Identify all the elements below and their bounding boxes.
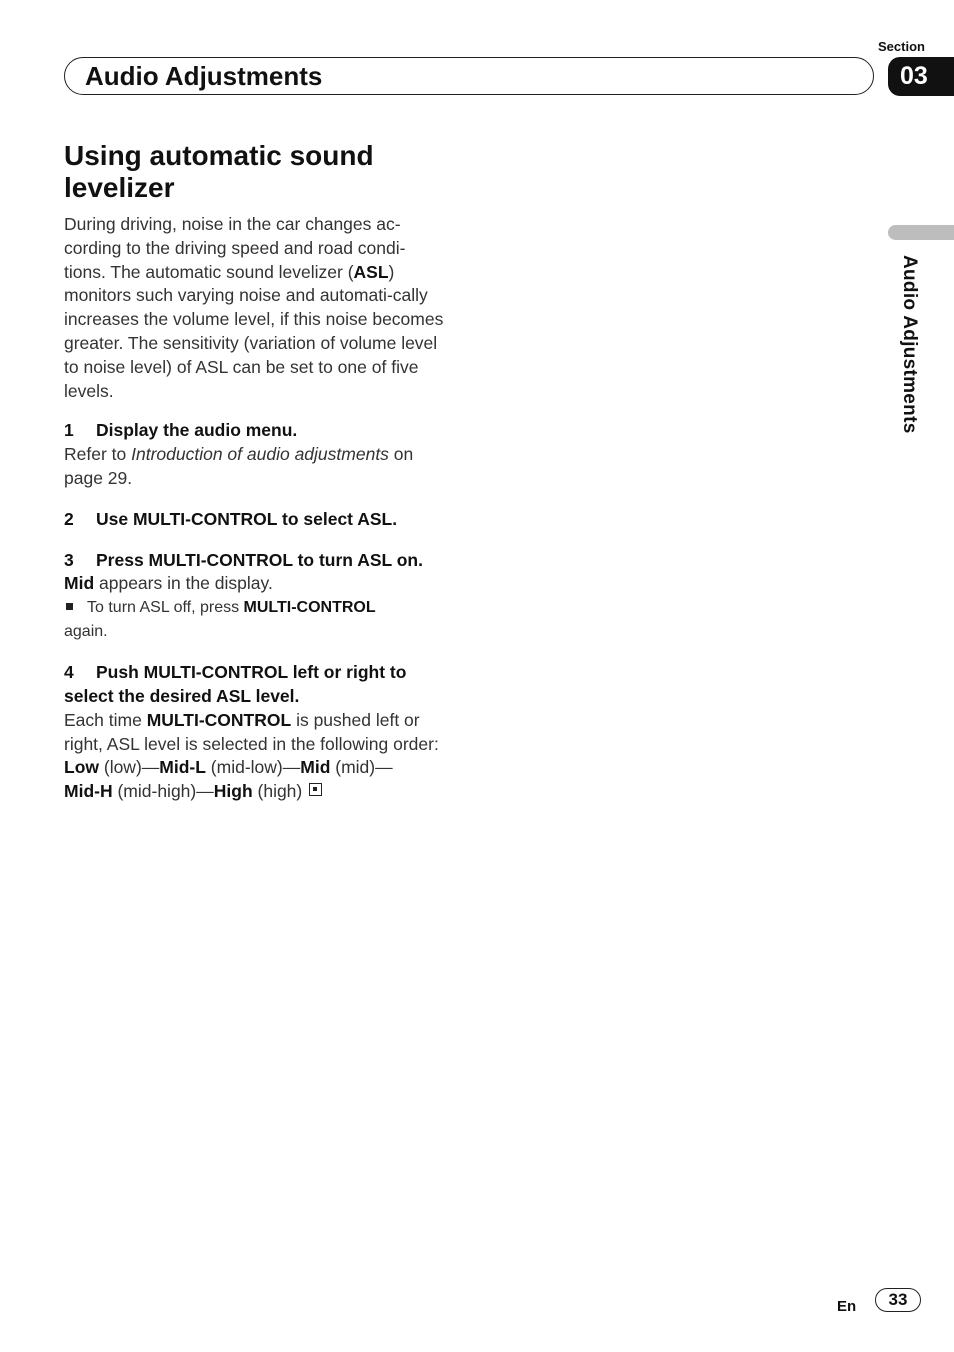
step-number: 2 [64, 508, 74, 529]
step-3-note [64, 596, 444, 644]
section-label: Section [878, 39, 925, 54]
article [64, 140, 444, 804]
step-body-text: is pushed left or right, ASL level is selected in the following order: [64, 709, 439, 754]
level-name: Mid-L [159, 757, 206, 778]
step-title: Use MULTI-CONTROL to select ASL. [96, 508, 398, 529]
section-number-badge: 03 [888, 57, 954, 96]
step-1-body [64, 443, 444, 491]
step-3 [64, 549, 444, 645]
level-name: Mid [300, 757, 331, 778]
step-3-body [64, 572, 444, 596]
intro-paragraph [64, 213, 444, 403]
note-text: To turn ASL off, press [87, 599, 244, 617]
intro-text-cont: ) monitors such varying noise and automati-cally increases the volume level, if this noise becomes greater. The sensitivity (variation of volume level to noise level) of ASL can be set to one of five levels. [64, 261, 444, 401]
step-body-text: Refer to [64, 444, 132, 465]
step-number: 1 [64, 420, 74, 441]
step-2 [64, 508, 444, 532]
step-body-text: appears in the display. [94, 573, 273, 594]
cross-reference-link: Introduction of audio adjustments [131, 444, 389, 465]
level-desc: (high) [252, 781, 303, 802]
note-control-name: MULTI-CONTROL [243, 599, 376, 617]
step-number: 3 [64, 549, 74, 570]
page-header [64, 57, 874, 95]
side-tab-marker [888, 225, 954, 240]
control-name: MULTI-CONTROL [146, 709, 292, 730]
note-text-cont: again. [64, 623, 108, 641]
square-bullet-icon [66, 603, 73, 610]
step-4-heading [64, 661, 444, 709]
step-body-text: on page 29. [64, 444, 414, 488]
step-1 [64, 419, 444, 490]
level-desc: (low)— [99, 757, 160, 778]
step-body-text: Each time [64, 709, 147, 730]
level-desc: (mid-low)— [205, 757, 301, 778]
step-number: 4 [64, 662, 74, 683]
level-desc: (mid-high)— [112, 781, 214, 802]
level-name: Mid-H [64, 781, 113, 802]
step-4 [64, 661, 444, 804]
side-tab-label: Audio Adjustments [899, 255, 920, 434]
step-title: Display the audio menu. [96, 420, 298, 441]
step-3-heading [64, 549, 444, 573]
step-1-heading [64, 419, 444, 443]
intro-text: During driving, noise in the car changes ac-cording to the driving speed and road condi-tions. The automatic sound levelizer ( [64, 214, 406, 282]
end-of-section-icon [309, 783, 322, 796]
intro-asl-term: ASL [353, 261, 389, 282]
asl-level-order [64, 756, 444, 804]
step-title: Push MULTI-CONTROL left or right to select the desired ASL level. [64, 662, 407, 706]
display-value: Mid [64, 573, 95, 594]
step-2-heading [64, 508, 444, 532]
page-number: 33 [875, 1288, 921, 1312]
level-name: High [213, 781, 253, 802]
header-title: Audio Adjustments [85, 61, 323, 91]
footer-language: En [837, 1298, 857, 1315]
step-title: Press MULTI-CONTROL to turn ASL on. [96, 549, 423, 570]
step-4-body [64, 709, 444, 757]
level-desc: (mid)— [330, 757, 393, 778]
level-name: Low [64, 757, 99, 778]
article-heading: Using automatic sound levelizer [64, 140, 374, 203]
